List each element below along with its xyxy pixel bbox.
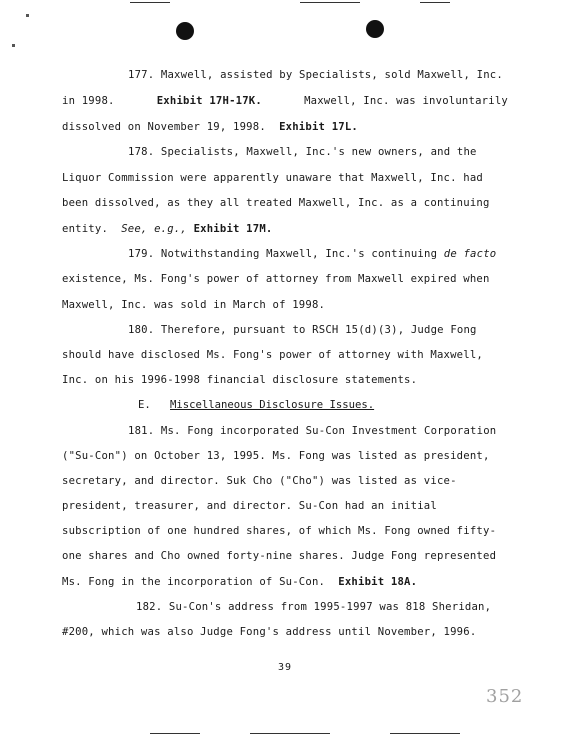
scan-mark xyxy=(12,44,15,47)
text-span: entity. xyxy=(62,223,109,235)
section-heading: Miscellaneous Disclosure Issues. xyxy=(170,399,375,411)
italic-term: de facto xyxy=(443,248,497,260)
exhibit-ref xyxy=(157,94,262,108)
exhibit-label: Exhibit 17H-17K. xyxy=(156,95,262,107)
text-span: 179. Notwithstanding Maxwell, Inc.'s continuing xyxy=(128,248,438,260)
para-179-line-3: Maxwell, Inc. was sold in March of 1998. xyxy=(62,299,326,311)
para-178-line-1: 178. Specialists, Maxwell, Inc.'s new owners, and the xyxy=(128,146,477,158)
para-180-line-1: 180. Therefore, pursuant to RSCH 15(d)(3), Judge Fong xyxy=(128,324,477,336)
exhibit-label: Exhibit 17L. xyxy=(279,121,359,133)
scan-edge-top xyxy=(130,2,170,3)
scan-edge-bottom xyxy=(390,733,460,734)
para-178-line-2: Liquor Commission were apparently unaware that Maxwell, Inc. had xyxy=(62,172,483,184)
para-180-line-2: should have disclosed Ms. Fong's power of attorney with Maxwell, xyxy=(62,349,483,361)
para-181-line-6: one shares and Cho owned forty-nine shares. Judge Fong represented xyxy=(62,550,497,562)
para-181-line-2: ("Su-Con") on October 13, 1995. Ms. Fong was listed as president, xyxy=(62,450,490,462)
para-179-line-2: existence, Ms. Fong's power of attorney from Maxwell expired when xyxy=(62,273,490,285)
section-letter: E. xyxy=(138,399,151,411)
text-span: in 1998. xyxy=(62,95,115,107)
para-177-line-3 xyxy=(62,120,508,134)
scan-mark xyxy=(26,14,29,17)
para-178-line-4 xyxy=(62,222,508,236)
scan-edge-top xyxy=(420,2,450,3)
scan-edge-top xyxy=(300,2,360,3)
para-182-line-2: #200, which was also Judge Fong's address until November, 1996. xyxy=(62,626,477,638)
scan-edge-bottom xyxy=(150,733,200,734)
punch-hole-right xyxy=(366,20,384,38)
para-181-line-5: subscription of one hundred shares, of which Ms. Fong owned fifty- xyxy=(62,525,497,537)
citation-signal: See, e.g., xyxy=(121,223,187,235)
bates-stamp: 352 xyxy=(486,686,524,707)
para-181-line-3: secretary, and director. Suk Cho ("Cho") was listed as vice- xyxy=(62,475,457,487)
exhibit-label: Exhibit 18A. xyxy=(338,576,418,588)
text-span: dissolved on November 19, 1998. xyxy=(62,121,266,133)
para-180-line-3: Inc. on his 1996-1998 financial disclosure statements. xyxy=(62,374,418,386)
para-181-line-7 xyxy=(62,575,508,589)
para-177-line-2 xyxy=(62,94,508,108)
para-177-line-1: 177. Maxwell, assisted by Specialists, sold Maxwell, Inc. xyxy=(128,69,503,81)
text-span: Ms. Fong in the incorporation of Su-Con. xyxy=(62,576,326,588)
page-number: 39 xyxy=(278,662,293,673)
para-182-line-1: 182. Su-Con's address from 1995-1997 was 818 Sheridan, xyxy=(136,601,492,613)
exhibit-label: Exhibit 17M. xyxy=(193,223,273,235)
para-179-line-1 xyxy=(62,247,508,261)
punch-hole-left xyxy=(176,22,194,40)
para-181-line-1: 181. Ms. Fong incorporated Su-Con Investment Corporation xyxy=(128,425,497,437)
para-181-line-4: president, treasurer, and director. Su-Con had an initial xyxy=(62,500,437,512)
para-178-line-3: been dissolved, as they all treated Maxwell, Inc. as a continuing xyxy=(62,197,490,209)
scan-edge-bottom xyxy=(250,733,330,734)
text-span: Maxwell, Inc. was involuntarily xyxy=(304,95,508,107)
